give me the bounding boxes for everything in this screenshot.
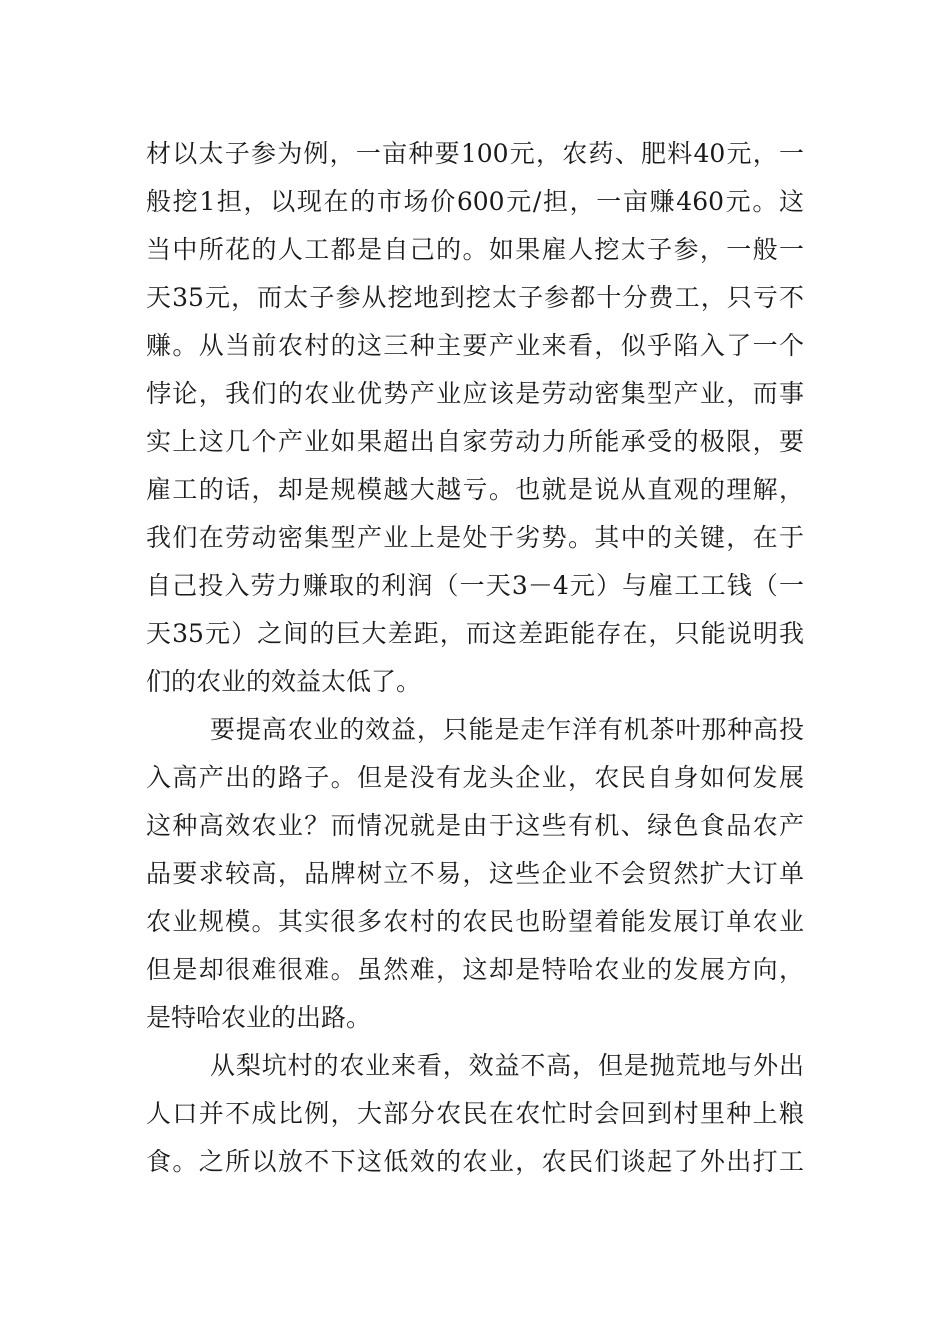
text-line: 材以太子参为例，一亩种要100元，农药、肥料40元，一 <box>146 139 804 168</box>
text-line: 我们在劳动密集型产业上是处于劣势。其中的关键，在于 <box>146 523 804 552</box>
text-line: 般挖1担，以现在的市场价600元/担，一亩赚460元。这 <box>146 187 804 216</box>
text-line: 是特哈农业的出路。 <box>146 1003 372 1032</box>
text-line: 自己投入劳力赚取的利润（一天3－4元）与雇工工钱（一 <box>146 571 804 600</box>
text-line: 但是却很难很难。虽然难，这却是特哈农业的发展方向， <box>146 955 804 984</box>
text-line: 入高产出的路子。但是没有龙头企业，农民自身如何发展 <box>146 763 804 792</box>
text-line: 品要求较高，品牌树立不易，这些企业不会贸然扩大订单 <box>146 859 804 888</box>
text-line: 天35元，而太子参从挖地到挖太子参都十分费工，只亏不 <box>146 283 804 312</box>
text-line: 天35元）之间的巨大差距，而这差距能存在，只能说明我 <box>146 619 804 648</box>
text-line: 食。之所以放不下这低效的农业，农民们谈起了外出打工 <box>146 1147 804 1176</box>
text-line: 们的农业的效益太低了。 <box>146 667 422 696</box>
text-line: 人口并不成比例，大部分农民在农忙时会回到村里种上粮 <box>146 1099 804 1128</box>
text-line: 农业规模。其实很多农村的农民也盼望着能发展订单农业 <box>146 907 804 936</box>
paragraph-first-line: 要提高农业的效益，只能是走乍洋有机茶叶那种高投 <box>210 715 804 744</box>
paragraph-first-line: 从梨坑村的农业来看，效益不高，但是抛荒地与外出 <box>210 1051 804 1080</box>
text-line: 实上这几个产业如果超出自家劳动力所能承受的极限，要 <box>146 427 804 456</box>
text-line: 这种高效农业？而情况就是由于这些有机、绿色食品农产 <box>146 811 804 840</box>
text-line: 当中所花的人工都是自己的。如果雇人挖太子参，一般一 <box>146 235 804 264</box>
text-line: 雇工的话，却是规模越大越亏。也就是说从直观的理解， <box>146 475 804 504</box>
text-line: 赚。从当前农村的这三种主要产业来看，似乎陷入了一个 <box>146 331 804 360</box>
text-line: 悖论，我们的农业优势产业应该是劳动密集型产业，而事 <box>146 379 804 408</box>
